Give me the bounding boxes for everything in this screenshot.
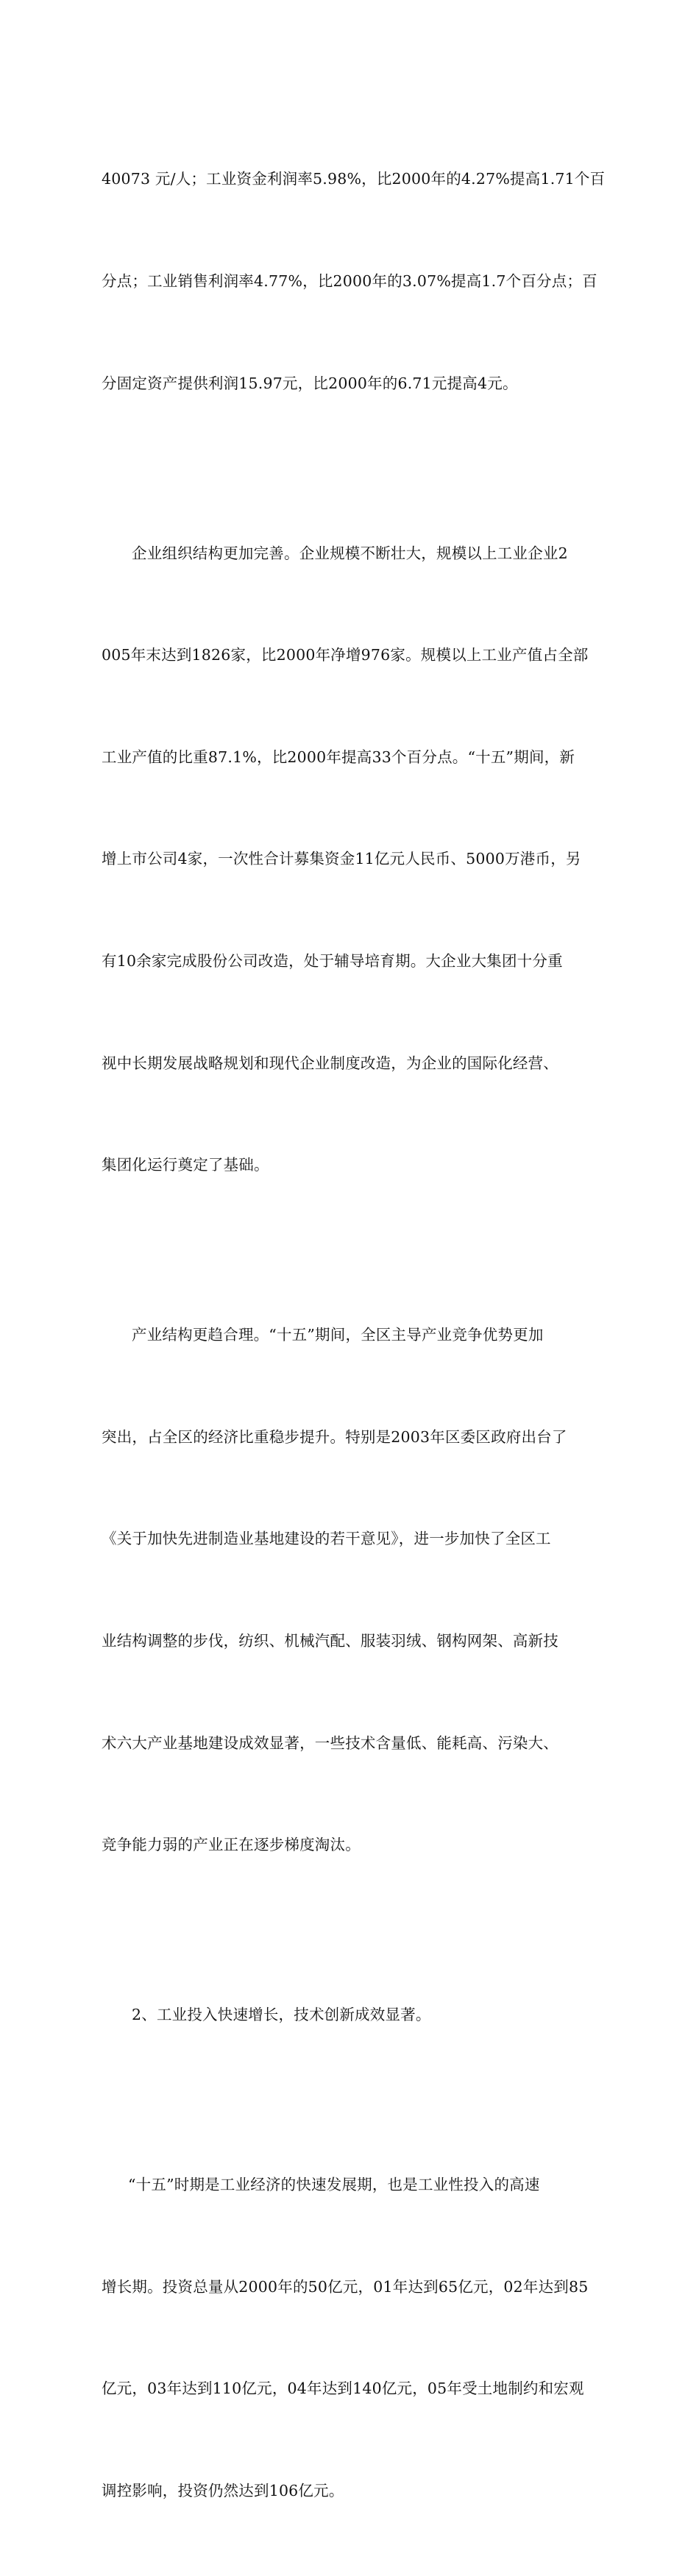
text-line: 增长期。投资总量从2000年的50亿元，01年达到65亿元，02年达到85: [102, 2277, 589, 2296]
text-line: 业结构调整的步伐，纺织、机械汽配、服装羽绒、钢构网架、高新技: [102, 1631, 558, 1650]
paragraph-industrial-structure: [102, 1250, 595, 1930]
paragraph-enterprise-structure: [102, 468, 595, 1250]
text-line-first: 产业结构更趋合理。“十五”期间，全区主导产业竞争优势更加: [132, 1326, 544, 1344]
text-line-first: “十五”时期是工业经济的快速发展期，也是工业性投入的高速: [128, 2176, 540, 2194]
text-line: 调控影响，投资仍然达到106亿元。: [102, 2481, 344, 2499]
text-line: 集团化运行奠定了基础。: [102, 1156, 269, 1174]
text-line-first: 企业组织结构更加完善。企业规模不断壮大，规模以上工业企业2: [132, 544, 568, 562]
paragraph-investment-growth: [102, 2100, 595, 2576]
text-line: 分点；工业销售利润率4.77%，比2000年的3.07%提高1.7个百分点；百: [102, 272, 597, 290]
section-heading-investment: [102, 1930, 595, 2100]
text-line: 突出，占全区的经济比重稳步提升。特别是2003年区委区政府出台了: [102, 1427, 567, 1446]
text-line: 视中长期发展战略规划和现代企业制度改造，为企业的国际化经营、: [102, 1054, 558, 1072]
text-line: 工业产值的比重87.1%，比2000年提高33个百分点。“十五”期间，新: [102, 748, 575, 766]
text-line: 竞争能力弱的产业正在逐步梯度淘汰。: [102, 1836, 361, 1854]
text-line: 40073 元/人；工业资金利润率5.98%，比2000年的4.27%提高1.71个百: [102, 170, 606, 188]
text-line: 分固定资产提供利润15.97元，比2000年的6.71元提高4元。: [102, 374, 518, 392]
text-line: 术六大产业基地建设成效显著，一些技术含量低、能耗高、污染大、: [102, 1734, 558, 1752]
section-heading-text: 2、工业投入快速增长，技术创新成效显著。: [132, 2006, 431, 2024]
paragraph-profit-rates: [102, 94, 606, 468]
text-line: 有10余家完成股份公司改造，处于辅导培育期。大企业大集团十分重: [102, 951, 563, 970]
text-line: 《关于加快先进制造业基地建设的若干意见》，进一步加快了全区工: [102, 1530, 551, 1548]
text-line: 增上市公司4家，一次性合计募集资金11亿元人民币、5000万港币，另: [102, 850, 581, 868]
document-body: [102, 94, 606, 2576]
text-line: 亿元，03年达到110亿元，04年达到140亿元，05年受土地制约和宏观: [102, 2380, 584, 2398]
text-line: 005年末达到1826家，比2000年净增976家。规模以上工业产值占全部: [102, 646, 589, 664]
